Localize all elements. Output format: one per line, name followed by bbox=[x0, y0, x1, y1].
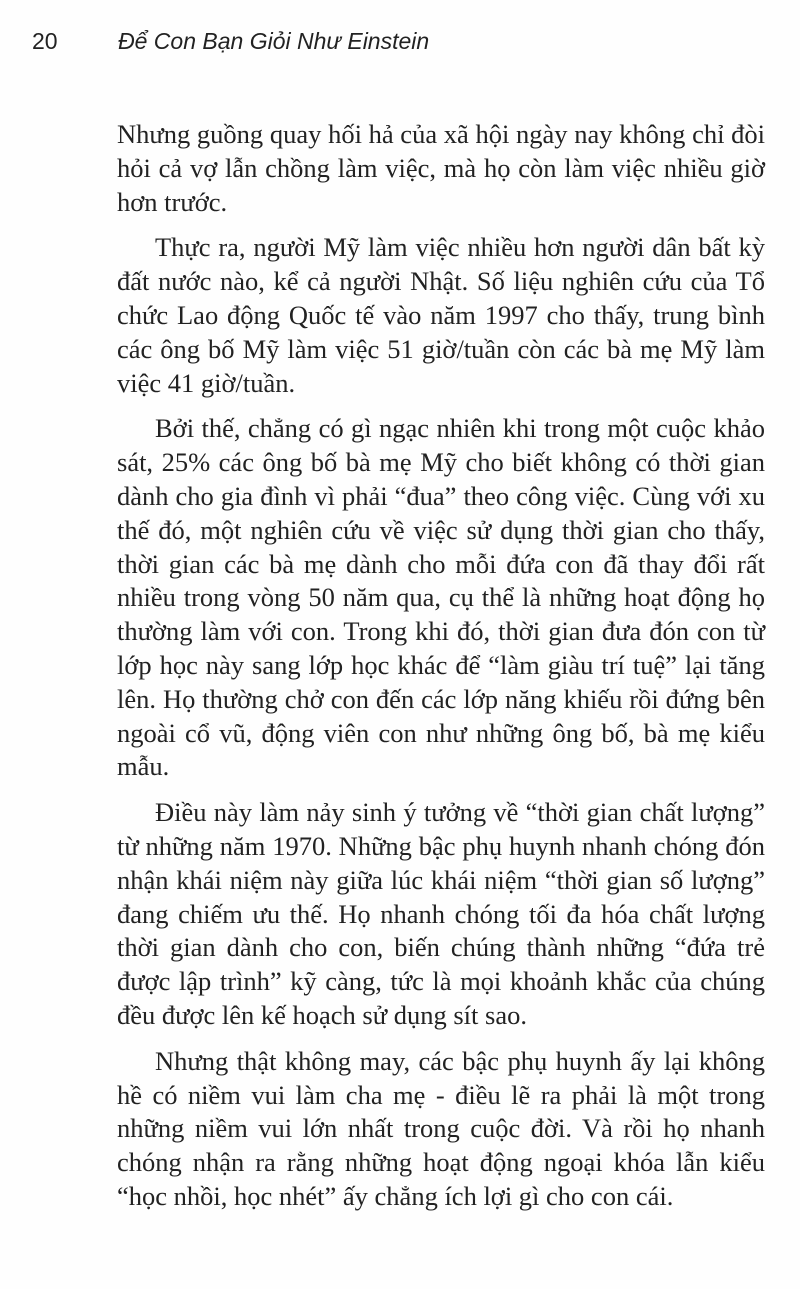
paragraph-2: Thực ra, người Mỹ làm việc nhiều hơn người dân bất kỳ đất nước nào, kể cả người Nhật. Số liệu nghiên cứu của Tổ chức Lao động Quốc tế vào năm 1997 cho thấy, trung bình các ông bố Mỹ làm việc 51 giờ/tuần còn các bà mẹ Mỹ làm việc 41 giờ/tuần. bbox=[117, 232, 765, 398]
running-header bbox=[32, 28, 429, 62]
page-number: 20 bbox=[32, 28, 58, 54]
paragraph-5: Nhưng thật không may, các bậc phụ huynh ấy lại không hề có niềm vui làm cha mẹ - điều lẽ ra phải là một trong những niềm vui lớn nhất trong cuộc đời. Và rồi họ nhanh chóng nhận ra rằng những hoạt động ngoại khóa lẫn kiểu “học nhồi, học nhét” ấy chẳng ích lợi gì cho con cái. bbox=[117, 1045, 765, 1211]
book-title: Để Con Bạn Giỏi Như Einstein bbox=[118, 28, 430, 54]
body-text bbox=[117, 118, 765, 1226]
paragraph-3: Bởi thế, chẳng có gì ngạc nhiên khi trong một cuộc khảo sát, 25% các ông bố bà mẹ Mỹ cho biết không có thời gian dành cho gia đình vì phải “đua” theo công việc. Cùng với xu thế đó, một nghiên cứu về việc sử dụng thời gian cho thấy, thời gian các bà mẹ dành cho mỗi đứa con đã thay đổi rất nhiều trong vòng 50 năm qua, cụ thể là những hoạt động họ thường làm với con. Trong khi đó, thời gian đưa đón con từ lớp học này sang lớp học khác để “làm giàu trí tuệ” lại tăng lên. Họ thường chở con đến các lớp năng khiếu rồi đứng bên ngoài cổ vũ, động viên con như những ông bố, bà mẹ kiểu mẫu. bbox=[117, 413, 765, 782]
paragraph-1: Nhưng guồng quay hối hả của xã hội ngày nay không chỉ đòi hỏi cả vợ lẫn chồng làm việc, mà họ còn làm việc nhiều giờ hơn trước. bbox=[117, 119, 765, 217]
paragraph-4: Điều này làm nảy sinh ý tưởng về “thời gian chất lượng” từ những năm 1970. Những bậc phụ huynh nhanh chóng đón nhận khái niệm này giữa lúc khái niệm “thời gian số lượng” đang chiếm ưu thế. Họ nhanh chóng tối đa hóa chất lượng thời gian dành cho con, biến chúng thành những “đứa trẻ được lập trình” kỹ càng, tức là mọi khoảnh khắc của chúng đều được lên kế hoạch sử dụng sít sao. bbox=[117, 797, 765, 1030]
